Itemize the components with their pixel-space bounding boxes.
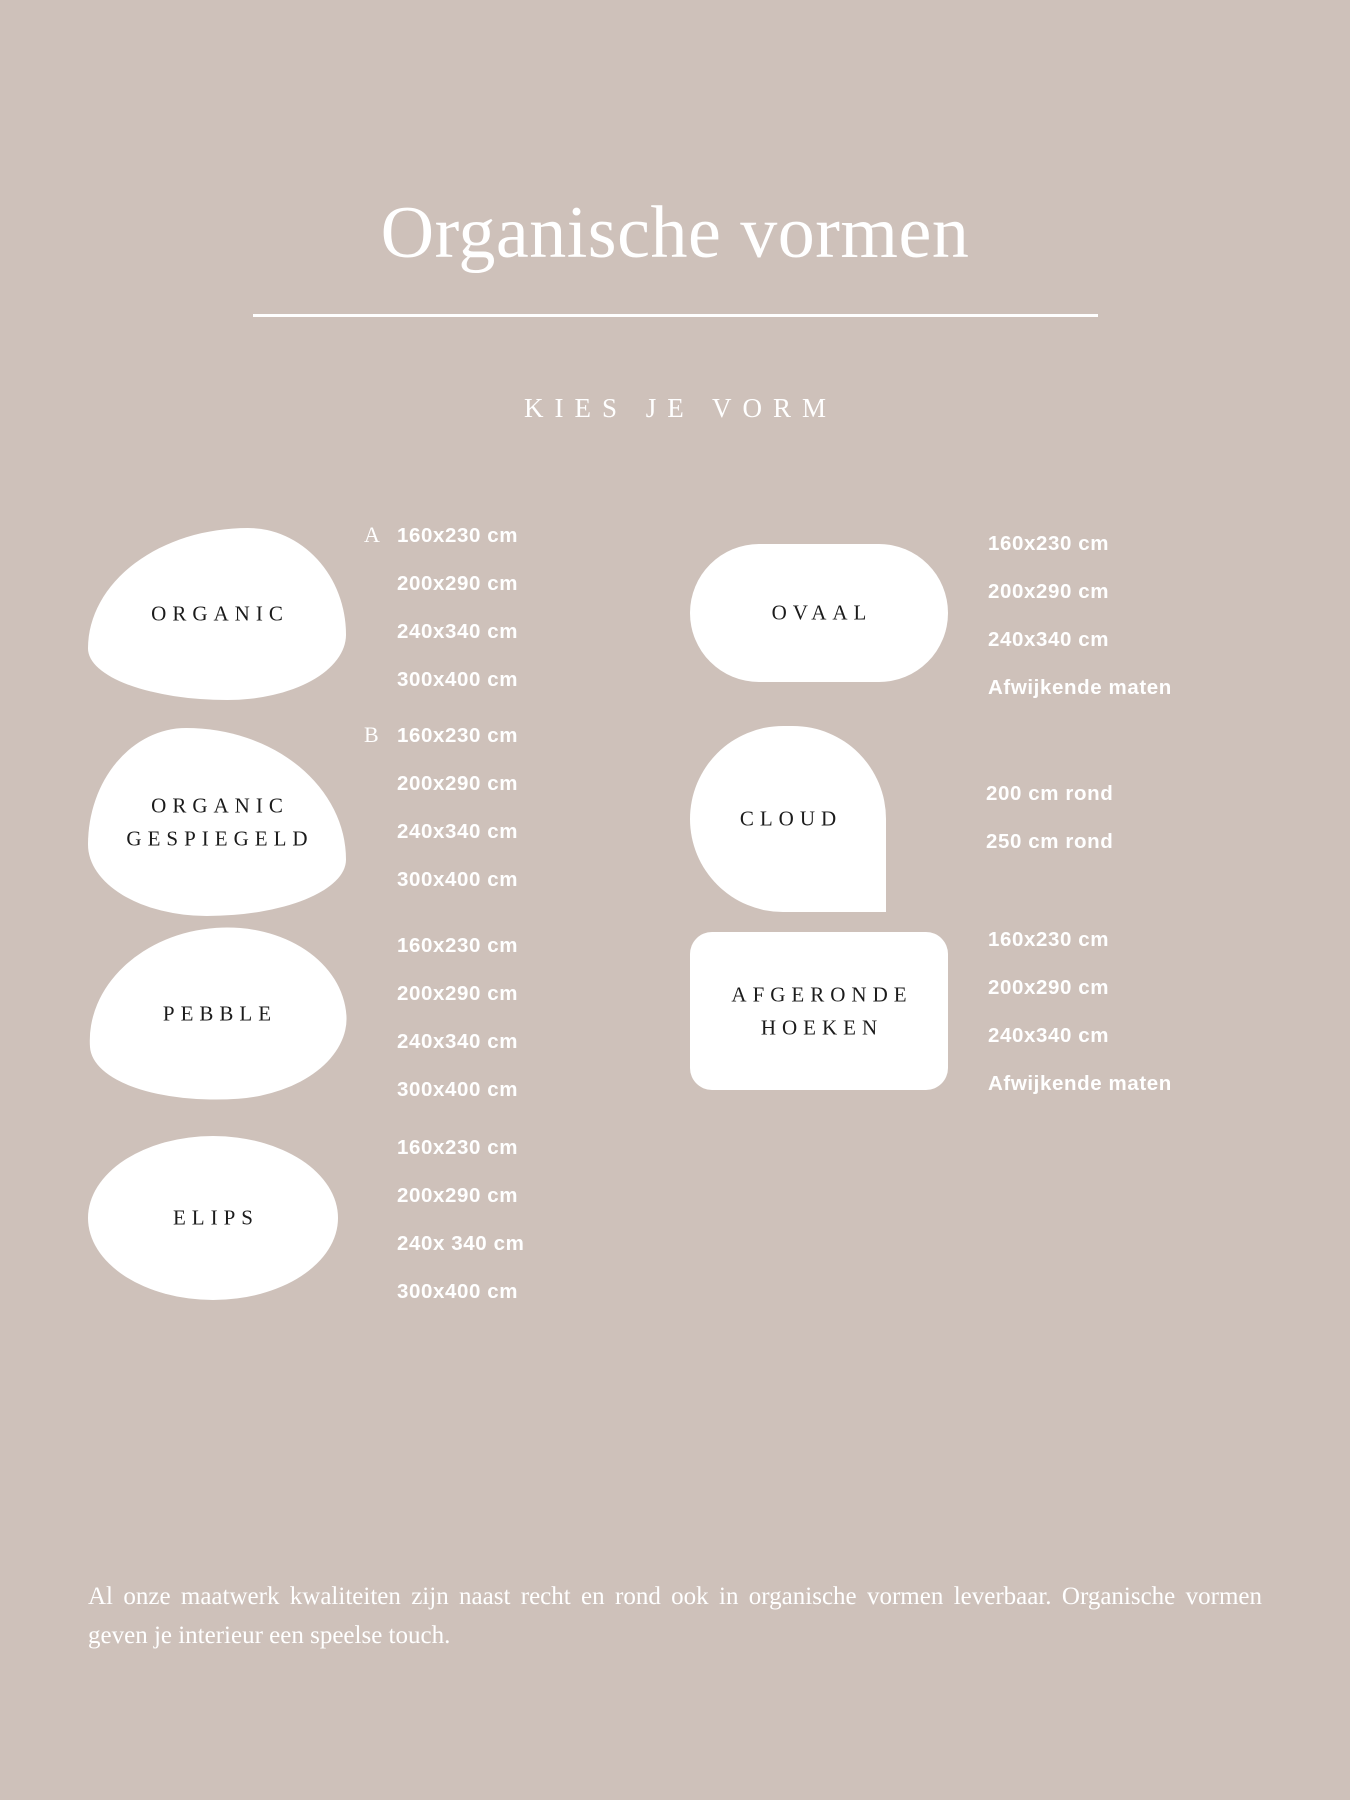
shape-label-line2: GESPIEGELD xyxy=(126,826,314,850)
shape-pebble xyxy=(82,919,351,1109)
shape-afgeronde-hoeken-wrap xyxy=(690,932,948,1090)
size-item: 300x400 cm xyxy=(397,1280,519,1303)
shape-grid xyxy=(0,522,1350,1480)
shape-card-cloud xyxy=(690,726,1113,912)
size-item: 240x340 cm xyxy=(988,628,1110,651)
size-item: 240x 340 cm xyxy=(397,1232,525,1255)
size-item: Afwijkende maten xyxy=(988,676,1172,699)
size-item: Afwijkende maten xyxy=(988,1072,1172,1095)
shape-ovaal-wrap xyxy=(690,544,948,682)
shape-cloud-sizes xyxy=(986,770,1113,866)
shape-ovaal-label: OVAAL xyxy=(771,600,873,625)
shape-card-pebble xyxy=(88,928,518,1114)
shape-organic-wrap xyxy=(88,528,346,700)
size-item: 300x400 cm xyxy=(397,668,519,691)
shape-elips-label: ELIPS xyxy=(172,1205,259,1230)
shape-organic xyxy=(88,528,346,700)
shape-organic-gespiegeld-variant: B xyxy=(364,722,379,747)
size-item: 160x230 cm xyxy=(397,724,519,747)
shape-pebble-wrap xyxy=(88,928,346,1100)
poster-header xyxy=(0,0,1350,424)
page-title: Organische vormen xyxy=(380,192,970,274)
size-item: 160x230 cm xyxy=(988,928,1110,951)
size-item: 200x290 cm xyxy=(397,982,519,1005)
shape-label-line2: HOEKEN xyxy=(760,1015,884,1039)
size-item: 240x340 cm xyxy=(397,620,519,643)
shape-organic-label: ORGANIC xyxy=(151,601,289,626)
shape-cloud-wrap xyxy=(690,726,886,912)
shape-cloud xyxy=(690,726,886,912)
shape-afgeronde-hoeken-sizes xyxy=(988,916,1172,1108)
shape-label-line1: AFGERONDE xyxy=(731,982,913,1007)
footer-text: Al onze maatwerk kwaliteiten zijn naast recht en rond ook in organische vormen leverbaar. Organische vormen geven je interieur een speelse touch. xyxy=(88,1583,1262,1649)
shape-pebble-sizes xyxy=(397,922,518,1114)
shape-afgeronde-hoeken xyxy=(690,932,948,1090)
shape-organic-sizes xyxy=(397,512,518,704)
size-item: 200x290 cm xyxy=(397,772,519,795)
size-item: 240x340 cm xyxy=(397,820,519,843)
shape-card-ovaal xyxy=(690,532,1172,712)
shape-card-organic-gespiegeld xyxy=(88,722,519,916)
size-item: 200x290 cm xyxy=(988,976,1110,999)
size-item: 200 cm rond xyxy=(986,782,1114,805)
shape-card-afgeronde-hoeken xyxy=(690,924,1172,1108)
size-item: 200x290 cm xyxy=(397,1184,519,1207)
size-item: 160x230 cm xyxy=(397,1136,519,1159)
size-item: 200x290 cm xyxy=(397,572,519,595)
size-item: 160x230 cm xyxy=(397,524,519,547)
shape-elips-sizes xyxy=(397,1124,524,1316)
size-item: 240x340 cm xyxy=(988,1024,1110,1047)
size-item: 160x230 cm xyxy=(397,934,519,957)
shape-ovaal-sizes xyxy=(988,520,1172,712)
size-item: 300x400 cm xyxy=(397,1078,519,1101)
shape-elips-wrap xyxy=(88,1136,338,1300)
size-item: 300x400 cm xyxy=(397,868,519,891)
shape-ovaal xyxy=(690,544,948,682)
shape-organic-gespiegeld-wrap xyxy=(88,728,346,916)
size-item: 240x340 cm xyxy=(397,1030,519,1053)
size-item: 200x290 cm xyxy=(988,580,1110,603)
shape-cloud-label: CLOUD xyxy=(739,806,843,831)
shape-card-elips xyxy=(88,1130,524,1316)
shape-organic-gespiegeld xyxy=(88,728,346,916)
size-item: 160x230 cm xyxy=(988,532,1110,555)
shape-organic-variant: A xyxy=(364,522,380,547)
poster-subtitle: KIES JE VORM xyxy=(523,393,838,423)
shape-pebble-label: PEBBLE xyxy=(162,1001,278,1026)
shape-organic-gespiegeld-sizes xyxy=(397,712,518,904)
size-item: 250 cm rond xyxy=(986,830,1114,853)
shape-label-line1: ORGANIC xyxy=(151,793,289,818)
title-divider xyxy=(253,314,1098,317)
shape-elips xyxy=(88,1136,338,1300)
shape-card-organic xyxy=(88,522,519,704)
